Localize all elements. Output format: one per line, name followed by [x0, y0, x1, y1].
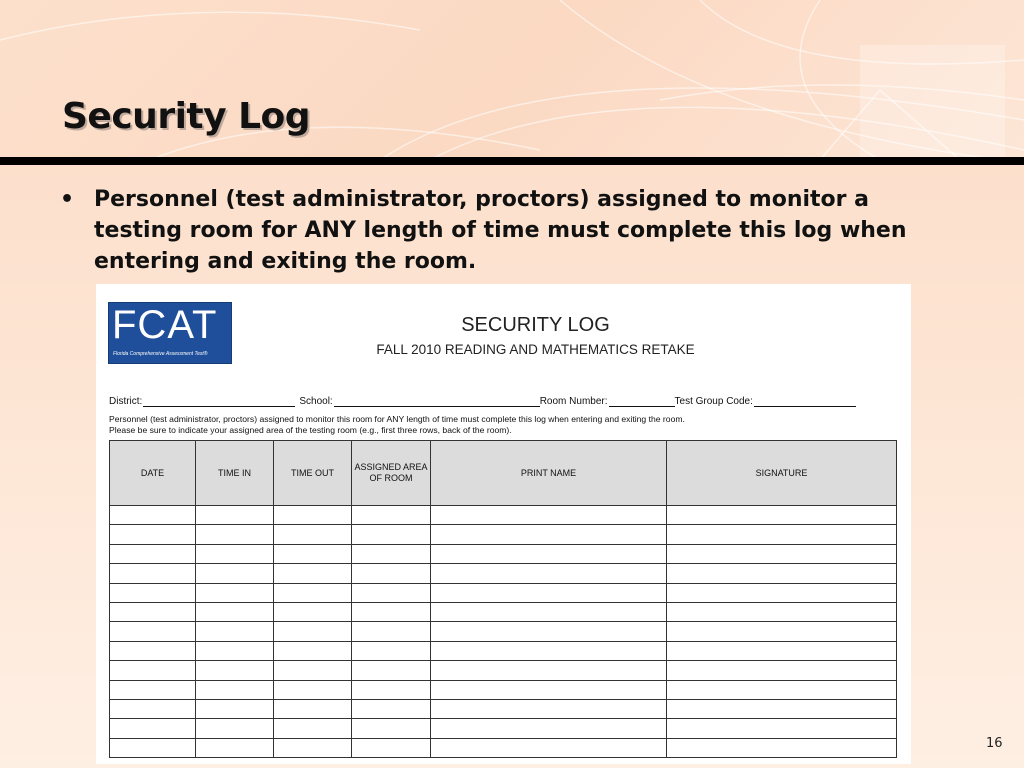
- table-cell: [110, 661, 196, 680]
- table-cell: [352, 564, 431, 583]
- table-cell: [110, 564, 196, 583]
- table-cell: [352, 544, 431, 563]
- table-cell: [352, 583, 431, 602]
- table-cell: [352, 641, 431, 660]
- bullet-text: Personnel (test administrator, proctors) assigned to monitor a testing room for ANY length of time must complete this log when entering and exiting the room.: [94, 187, 907, 274]
- table-cell: [196, 699, 274, 718]
- table-cell: [274, 544, 352, 563]
- room-number-field: [540, 396, 675, 407]
- table-cell: [352, 699, 431, 718]
- table-cell: [431, 602, 667, 621]
- column-header: ASSIGNED AREA OF ROOM: [352, 441, 431, 506]
- school-label: School:: [299, 396, 333, 407]
- form-title: SECURITY LOG: [461, 314, 610, 336]
- table-cell: [667, 738, 897, 757]
- table-cell: [431, 738, 667, 757]
- table-row: [110, 622, 897, 641]
- table-cell: [110, 602, 196, 621]
- table-cell: [667, 641, 897, 660]
- table-cell: [110, 583, 196, 602]
- page-number: 16: [986, 736, 1003, 751]
- table-cell: [431, 699, 667, 718]
- table-cell: [196, 680, 274, 699]
- table-cell: [274, 622, 352, 641]
- table-cell: [431, 680, 667, 699]
- table-row: [110, 506, 897, 525]
- column-header: TIME IN: [196, 441, 274, 506]
- table-cell: [110, 544, 196, 563]
- table-cell: [110, 680, 196, 699]
- table-cell: [667, 564, 897, 583]
- table-cell: [110, 622, 196, 641]
- slide-title: Security Log: [62, 96, 311, 137]
- table-cell: [274, 564, 352, 583]
- table-cell: [667, 583, 897, 602]
- table-cell: [431, 719, 667, 738]
- column-header: SIGNATURE: [667, 441, 897, 506]
- table-cell: [110, 699, 196, 718]
- table-cell: [196, 622, 274, 641]
- table-cell: [196, 583, 274, 602]
- test-group-code-line: [754, 396, 856, 407]
- table-cell: [274, 699, 352, 718]
- table-body: [110, 506, 897, 758]
- table-cell: [431, 564, 667, 583]
- form-subtitle: FALL 2010 READING AND MATHEMATICS RETAKE: [376, 342, 695, 357]
- table-cell: [274, 525, 352, 544]
- table-cell: [667, 525, 897, 544]
- table-cell: [196, 602, 274, 621]
- table-header-row: [110, 441, 897, 506]
- table-cell: [431, 661, 667, 680]
- district-line: [143, 396, 295, 407]
- school-line: [334, 396, 540, 407]
- table-cell: [352, 602, 431, 621]
- table-row: [110, 641, 897, 660]
- table-cell: [352, 719, 431, 738]
- table-cell: [352, 661, 431, 680]
- room-number-label: Room Number:: [539, 396, 608, 407]
- table-row: [110, 564, 897, 583]
- table-cell: [110, 506, 196, 525]
- table-cell: [274, 583, 352, 602]
- table-row: [110, 602, 897, 621]
- table-cell: [667, 661, 897, 680]
- table-cell: [431, 583, 667, 602]
- table-cell: [196, 661, 274, 680]
- table-cell: [274, 680, 352, 699]
- table-cell: [667, 622, 897, 641]
- form-instructions: [109, 414, 899, 436]
- table-row: [110, 738, 897, 757]
- form-fields: [109, 396, 899, 407]
- table-cell: [196, 641, 274, 660]
- table-cell: [352, 680, 431, 699]
- table-row: [110, 699, 897, 718]
- table-cell: [196, 525, 274, 544]
- table-cell: [352, 738, 431, 757]
- logo-subtext: Florida Comprehensive Assessment Test®: [113, 351, 208, 357]
- table-cell: [274, 641, 352, 660]
- table-row: [110, 680, 897, 699]
- table-cell: [431, 641, 667, 660]
- table-cell: [352, 622, 431, 641]
- table-cell: [431, 525, 667, 544]
- table-row: [110, 661, 897, 680]
- table-cell: [431, 544, 667, 563]
- table-cell: [110, 525, 196, 544]
- table-cell: [196, 719, 274, 738]
- room-number-line: [609, 396, 675, 407]
- table-cell: [196, 564, 274, 583]
- test-group-code-label: Test Group Code:: [674, 396, 753, 407]
- table-row: [110, 525, 897, 544]
- table-cell: [274, 738, 352, 757]
- instruction-line: Please be sure to indicate your assigned area of the testing room (e.g., first three rows, back of the room).: [109, 425, 512, 435]
- table-row: [110, 583, 897, 602]
- security-log-form-image: [96, 284, 911, 764]
- table-cell: [431, 506, 667, 525]
- column-header: DATE: [110, 441, 196, 506]
- table-cell: [196, 506, 274, 525]
- table-cell: [352, 506, 431, 525]
- table-cell: [110, 641, 196, 660]
- table-cell: [274, 719, 352, 738]
- table-cell: [110, 719, 196, 738]
- district-label: District:: [109, 396, 143, 407]
- table-cell: [274, 602, 352, 621]
- table-cell: [110, 738, 196, 757]
- table-cell: [196, 544, 274, 563]
- table-cell: [667, 719, 897, 738]
- table-cell: [667, 602, 897, 621]
- logo-text: FCAT: [112, 303, 218, 347]
- table-cell: [274, 661, 352, 680]
- table-row: [110, 719, 897, 738]
- school-field: [299, 396, 539, 407]
- table-cell: [667, 680, 897, 699]
- table-cell: [667, 544, 897, 563]
- table-cell: [667, 506, 897, 525]
- bullet-item: [60, 184, 940, 277]
- security-log-table: [109, 440, 897, 758]
- table-cell: [352, 525, 431, 544]
- table-cell: [196, 738, 274, 757]
- column-header: PRINT NAME: [431, 441, 667, 506]
- column-header: TIME OUT: [274, 441, 352, 506]
- title-divider: [0, 157, 1024, 165]
- table-cell: [274, 506, 352, 525]
- instruction-line: Personnel (test administrator, proctors) assigned to monitor this room for ANY length of time must complete this log when entering and exiting the room.: [109, 414, 685, 424]
- district-field: [109, 396, 295, 407]
- test-group-code-field: [675, 396, 856, 407]
- bullet-dot-icon: •: [60, 187, 75, 212]
- table-cell: [431, 622, 667, 641]
- table-row: [110, 544, 897, 563]
- table-cell: [667, 699, 897, 718]
